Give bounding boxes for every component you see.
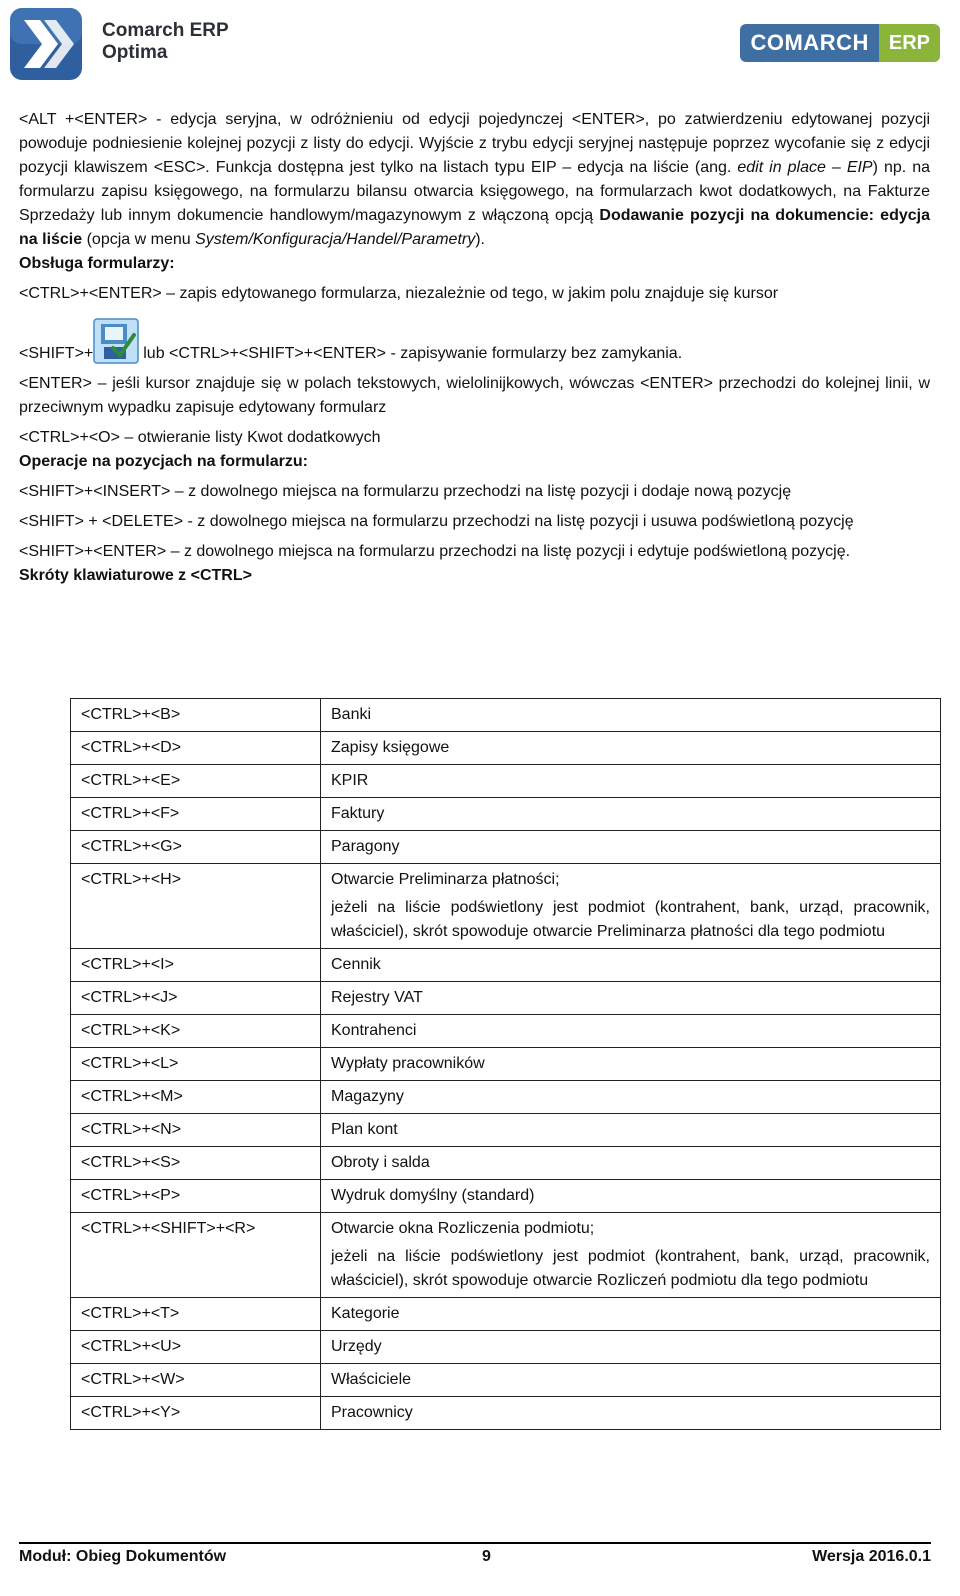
shortcut-key: <CTRL>+<D>: [71, 732, 321, 765]
shortcut-key: <CTRL>+<G>: [71, 831, 321, 864]
shortcut-description: [321, 1213, 941, 1298]
table-row: [71, 699, 941, 732]
intro-italic-edit-in-place: edit in place: [737, 159, 826, 176]
shortcut-description: [321, 1081, 941, 1114]
comarch-erp-badge: [740, 24, 940, 62]
intro-dash: –: [825, 159, 847, 176]
shortcut-description-line: Otwarcie okna Rozliczenia podmiotu;: [331, 1220, 595, 1237]
shortcut-description: [321, 864, 941, 949]
ctrl-shortcuts-heading: Skróty klawiaturowe z <CTRL>: [19, 567, 252, 584]
shortcut-description-line: Banki: [331, 706, 372, 723]
shortcut-description: [321, 982, 941, 1015]
shortcut-description: [321, 1015, 941, 1048]
shortcut-description-line: jeżeli na liście podświetlony jest podmiot (kontrahent, bank, urząd, pracownik, właściciel), skrót spowoduje otwarcie Rozliczeń podmiotu dla tego podmiotu: [331, 1248, 930, 1289]
ctrl-shortcuts-table: [70, 698, 941, 1430]
shortcut-table-body: [71, 699, 941, 1430]
shortcut-description: [321, 1147, 941, 1180]
shortcut-description: [321, 1114, 941, 1147]
shortcut-key: <CTRL>+<I>: [71, 949, 321, 982]
shortcut-key: <CTRL>+<N>: [71, 1114, 321, 1147]
save-close-icon: [93, 318, 139, 364]
footer-module: Moduł: Obieg Dokumentów: [19, 1548, 227, 1565]
shortcut-description-line: Magazyny: [331, 1088, 404, 1105]
table-row: [71, 1081, 941, 1114]
table-row: [71, 732, 941, 765]
forms-heading: Obsługa formularzy:: [19, 255, 175, 272]
intro-menu-path: System/Konfiguracja/Handel/Parametry: [195, 231, 476, 248]
intro-text: <ALT +<ENTER> - edycja seryjna, w odróżnieniu od edycji pojedynczej <ENTER>, po zatwierdzeniu edytowanej pozycji powoduje podniesienie kolejnej pozycji z listy do edycji. Wyjście z trybu edycji seryjnej następuje poprzez wycofanie się z edycji pozycji klawiszem <ESC>. Funkcja dostępna jest tylko na listach typu EIP – edycja na liście (ang.: [19, 111, 930, 176]
shortcut-description-line: Rejestry VAT: [331, 989, 423, 1006]
shortcut-key: <CTRL>+<S>: [71, 1147, 321, 1180]
shortcut-description-line: Pracownicy: [331, 1404, 413, 1421]
document-body: [19, 108, 930, 588]
shortcut-description-line: Zapisy księgowe: [331, 739, 450, 756]
badge-comarch-text: COMARCH: [740, 24, 878, 62]
table-row: [71, 1213, 941, 1298]
shortcut-key: <CTRL>+<B>: [71, 699, 321, 732]
shortcut-description-line: KPIR: [331, 772, 369, 789]
table-row: [71, 864, 941, 949]
positions-line-1: <SHIFT>+<INSERT> – z dowolnego miejsca na formularzu przechodzi na listę pozycji i dodaje nową pozycję: [19, 483, 792, 500]
shortcut-key: <CTRL>+<M>: [71, 1081, 321, 1114]
shortcut-description-line: Obroty i salda: [331, 1154, 430, 1171]
shortcut-description-line: Cennik: [331, 956, 381, 973]
shortcut-description-line: Wydruk domyślny (standard): [331, 1187, 535, 1204]
shortcut-description-line: Kategorie: [331, 1305, 400, 1322]
shortcut-description-line: Faktury: [331, 805, 385, 822]
page-header: [0, 0, 960, 90]
shortcut-key: <CTRL>+<P>: [71, 1180, 321, 1213]
shortcut-key: <CTRL>+<H>: [71, 864, 321, 949]
shortcut-description-line: jeżeli na liście podświetlony jest podmiot (kontrahent, bank, urząd, pracownik, właściciel), skrót spowoduje otwarcie Preliminarza płatności dla tego podmiotu: [331, 899, 930, 940]
brand-line-1: Comarch ERP: [102, 20, 229, 41]
shortcut-key: <CTRL>+<L>: [71, 1048, 321, 1081]
forms-line-2: [19, 312, 930, 366]
shortcut-description: [321, 949, 941, 982]
intro-bold-option: Dodawanie pozycji na dokumencie: edycja na liście: [19, 207, 930, 248]
forms-line-3: <ENTER> – jeśli kursor znajduje się w polach tekstowych, wielolinijkowych, wówczas <ENTER> przechodzi do kolejnej linii, w przeciwnym wypadku zapisuje edytowany formularz: [19, 375, 930, 416]
shortcut-description: [321, 765, 941, 798]
intro-text-tail: (opcja w menu: [82, 231, 196, 248]
table-row: [71, 949, 941, 982]
shortcut-description: [321, 798, 941, 831]
shortcut-key: <CTRL>+<F>: [71, 798, 321, 831]
table-row: [71, 982, 941, 1015]
shortcut-description: [321, 1180, 941, 1213]
shortcut-description-line: Urzędy: [331, 1338, 382, 1355]
positions-line-3: <SHIFT>+<ENTER> – z dowolnego miejsca na formularzu przechodzi na listę pozycji i edytuje podświetloną pozycję.: [19, 543, 851, 560]
table-row: [71, 1015, 941, 1048]
table-row: [71, 1048, 941, 1081]
shortcut-description: [321, 1364, 941, 1397]
forms-line-1: <CTRL>+<ENTER> – zapis edytowanego formularza, niezależnie od tego, w jakim polu znajduje się kursor: [19, 285, 779, 302]
shortcut-key: <CTRL>+<W>: [71, 1364, 321, 1397]
intro-italic-eip: EIP: [846, 159, 873, 176]
shortcut-key: <CTRL>+<Y>: [71, 1397, 321, 1430]
shortcut-key: <CTRL>+<SHIFT>+<R>: [71, 1213, 321, 1298]
table-row: [71, 1114, 941, 1147]
shortcut-description: [321, 1298, 941, 1331]
shortcut-description: [321, 699, 941, 732]
table-row: [71, 1364, 941, 1397]
shortcut-key: <CTRL>+<J>: [71, 982, 321, 1015]
shortcut-description: [321, 1331, 941, 1364]
table-row: [71, 1180, 941, 1213]
table-row: [71, 765, 941, 798]
page-footer: [19, 1542, 931, 1572]
shortcut-description-line: Paragony: [331, 838, 400, 855]
table-row: [71, 798, 941, 831]
badge-erp-text: ERP: [879, 24, 940, 62]
footer-version: Wersja 2016.0.1: [812, 1548, 931, 1565]
footer-page-number: 9: [482, 1548, 491, 1565]
shortcut-description-line: Właściciele: [331, 1371, 412, 1388]
shortcut-description-line: Otwarcie Preliminarza płatności;: [331, 871, 560, 888]
table-row: [71, 1331, 941, 1364]
shortcut-description: [321, 732, 941, 765]
brand-line-2: Optima: [102, 42, 168, 63]
intro-paragraph: [19, 108, 930, 252]
forms-line-2-pre: <SHIFT>+: [19, 345, 94, 362]
shortcut-key: <CTRL>+<U>: [71, 1331, 321, 1364]
comarch-logo-icon: [10, 8, 82, 80]
positions-heading: Operacje na pozycjach na formularzu:: [19, 453, 308, 470]
shortcut-key: <CTRL>+<K>: [71, 1015, 321, 1048]
positions-line-2: <SHIFT> + <DELETE> - z dowolnego miejsca na formularzu przechodzi na listę pozycji i usuwa podświetloną pozycję: [19, 513, 854, 530]
table-row: [71, 1298, 941, 1331]
shortcut-description: [321, 1048, 941, 1081]
brand-name: [102, 20, 229, 64]
forms-line-4: <CTRL>+<O> – otwieranie listy Kwot dodatkowych: [19, 429, 381, 446]
table-row: [71, 831, 941, 864]
shortcut-description-line: Plan kont: [331, 1121, 398, 1138]
shortcut-description-line: Kontrahenci: [331, 1022, 417, 1039]
forms-line-2-post: lub <CTRL>+<SHIFT>+<ENTER> - zapisywanie formularzy bez zamykania.: [143, 345, 683, 362]
shortcut-description: [321, 831, 941, 864]
shortcut-key: <CTRL>+<T>: [71, 1298, 321, 1331]
table-row: [71, 1147, 941, 1180]
intro-text-end: ).: [475, 231, 485, 248]
shortcut-key: <CTRL>+<E>: [71, 765, 321, 798]
table-row: [71, 1397, 941, 1430]
shortcut-description: [321, 1397, 941, 1430]
shortcut-description-line: Wypłaty pracowników: [331, 1055, 485, 1072]
intro-text-mid: ) np. na formularzu zapisu księgowego, na formularzu bilansu otwarcia księgowego, na formularzach kwot dodatkowych, na Fakturze Sprzedaży lub innym dokumencie handlowym/magazynowym z włączoną opcją: [19, 159, 930, 224]
